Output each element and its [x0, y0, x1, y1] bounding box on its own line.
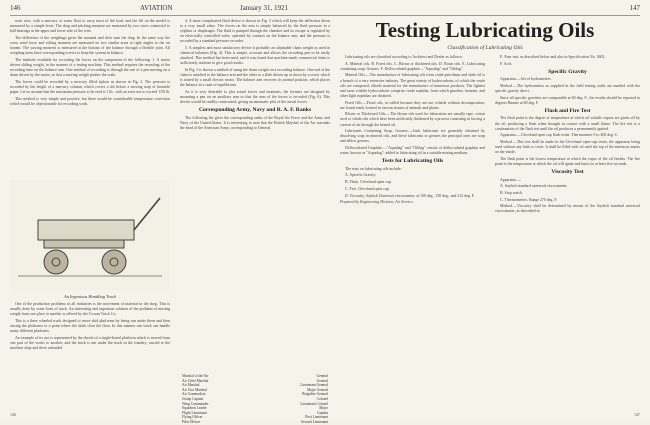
paragraph: The forces could be recorded by a mercury filled siphon as shown in Fig. 2. The pressure is recorded by the height of a mercury column, which covers a slit before a moving strip of bromide paper. Let us assume that the maximum pressure to be read is 1 lb., with an error not to exceed 1/50 lb. [10, 79, 170, 94]
equivalent-rank-cell: Colonel [316, 396, 328, 401]
paragraph: Mineral Oils.—The manufacture of lubricating oils from crude petroleum and shale oil is a branch of a very extensive industry. The great variety of hydrocarbons, of which the crude oils are composed, affords material for the manufacture of numerous products. The lightest and most volatile hydrocarbons comprise crude naphtha, from which gasoline, benzine, and other light naphthas are obtained. [340, 73, 485, 98]
journal-name: AVIATION [140, 4, 173, 12]
paragraph: The methods available for recording the forces on the component of the following: 1. A motor driven sliding weight, in the manner of a testing machine. This method requires the recording of the recording time on the balance arm. One method of recording is through the use of a pen moving on a drum driven by the motor, so that a moving weight pushes the scale. [10, 57, 170, 78]
paragraph: Apparatus.— [500, 177, 521, 182]
raf-rank-cell: Air Vice Marshal [182, 387, 207, 392]
equivalent-rank-cell: First Lieutenant [305, 415, 328, 420]
section-heading: Flash and Fire Test [544, 107, 591, 114]
paragraph: Lubricants Containing Soap. Greases.—Such lubricants are generally obtained by dissolving soap in mineral oils, and these lubricants or greases the principal ones are soap and tallow greases. [340, 129, 485, 144]
paragraph: The tests on lubricating oils include: [345, 166, 402, 171]
list-item: C. Thermometers. Range 270 deg. F. [500, 197, 558, 202]
paragraph: 5. A simplest and most satisfactory device is probably an adjustable chain weight as used in chemical balances (Fig. 4). This is simple, accurate and allows the recording pen to be easily attached. This method has been used, and it was found that machine-made commercial chain is sufficiently uniform to give good results. [180, 46, 330, 66]
list-item: B. Stop watch. [500, 190, 523, 195]
table-row [180, 420, 330, 425]
raf-rank-cell: Air Chief Marshal [182, 378, 209, 383]
issue-date: January 31, 1921 [240, 4, 289, 12]
article-title: Testing Lubricating Oils [375, 18, 595, 42]
paragraph: A. Mineral oils. B. Fixed oils. C. Blown or thickened oils. D. Rosin oils. E. Lubricating containing soap. Greases. F. Deflocculated graphite—"Aquadag" and "Oildag". [340, 61, 485, 71]
paragraph: E. Pour test, as described below and also in Specification No. 3602. [500, 55, 606, 59]
paragraph: The difference of the weighings gives the moment and their sum the drag. In the same way the cross wind force and rolling moment are measured on two similar arms at right angles to the air stream. The yawing moment is measured at the bottom of the balance through a flexible joint. All weighing arms have corresponding screws to keep the system in balance. [10, 35, 170, 56]
paragraph: Lubricating oils are classified according to Architect and Dealer as follows: [345, 55, 463, 59]
footnote: Prepared by Engineering Division, Air Service. [340, 200, 414, 205]
paragraph: The following list gives the corresponding ranks of the Royal Air Force and the Army and Navy of the United States. It is interesting to note that the British Marshal of the Air outranks the head of the American Army, corresponding to General. [180, 115, 330, 130]
page-number-right: 147 [629, 4, 640, 12]
paragraph: Method.—This test shall be made in the Cleveland open-cup tester, the apparatus being used without any bath or cover. It shall be filled with oil until the top of the meniscus marks on the inside. [495, 140, 640, 155]
ranks-table [180, 374, 330, 425]
equivalent-rank-cell: Brigadier General [302, 392, 328, 397]
raf-rank-cell: Flight Lieutenant [182, 410, 207, 415]
equivalent-rank-cell: General [316, 378, 328, 383]
raf-rank-cell: Air Commodore [182, 392, 206, 397]
paragraph: F. Acid. [500, 61, 513, 66]
equivalent-rank-cell: Major General [306, 387, 328, 392]
left-column [10, 19, 170, 179]
list-item: D. Viscosity, Saybolt Universal viscosimeter, at 100 deg., 150 deg., and 212 deg. F. [345, 193, 475, 198]
paragraph: Apparatus.—Cleveland open cup flash tester. Thermometer 0 to 400 deg. C. [500, 133, 619, 138]
paragraph: One of the production problems in all industries is the movement of material in the shop. This is usually done by some form of truck. An interesting and ingenious solution of the problem of moving weight from one place to another is offered by the Cowan Truck Co. [10, 302, 170, 317]
paragraph: Blown or Thickened Oils.—The blown oils used for lubrication are usually rape, cotton seed or whale oils which have been artificially thickened by a process consisting in forcing a current of air through the heated oil. [340, 112, 485, 127]
raf-rank-cell: Wing Commander [182, 401, 209, 406]
paragraph: The flash point is the lowest temperature at which the vapor of the oil flashes. The fire point is the temperature at which the oil will ignite and burn for at least five seconds. [495, 156, 640, 166]
section-heading: Corresponding Army, Navy and R. A. F. Ranks [198, 107, 312, 114]
equivalent-rank-cell: Major [319, 406, 328, 411]
paragraph: Method.—Viscosity shall be determined by means of the Saybolt standard universal viscosimeter, as described in [495, 204, 640, 214]
running-header-right [340, 4, 640, 16]
section-heading: Tests for Lubricating Oils [381, 158, 444, 165]
paragraph: Since all specific gravities are comparable at 60 deg. F., the results should be reported in degrees Baume at 60 deg. F. [495, 95, 640, 105]
article-subtitle: Classification of Lubricating Oils [447, 45, 523, 51]
footer-right: 147 [634, 412, 640, 417]
paragraph: Apparatus.—Set of hydrometers. [500, 77, 552, 82]
section-heading: Viscosity Test [551, 169, 584, 176]
paragraph: nose wire, with a mercury or water float to carry most of the load, and the lift on the model is measured by a simple lever. The drag and pitching moment are measured by two wires connected to ball bearings at the upper and lower side of the wire. [10, 19, 170, 34]
paragraph: The flash point is the degree of temperature at which oil volatile vapors are given off by the oil, producing a flash when brought in contact with a small flame. The fire test is a continuation of the flash test until the oil produces a permanently ignited. [495, 116, 640, 131]
right-page-right-column [495, 55, 640, 410]
raf-rank-cell: Group Captain [182, 396, 204, 401]
figure-caption: An Ingenious Handling Truck [63, 294, 117, 299]
paragraph: Method.—The hydrometers as supplied in the field testing outfit are marked with the specific gravity direct. [495, 83, 640, 94]
paragraph: Fixed Oils.—Fixed oils, so-called because they are not volatile without decomposition, are found ready formed in various tissues of animals and plants. [340, 100, 485, 110]
equivalent-rank-cell: Lieutenant General [300, 383, 328, 388]
list-item: A. Specific Gravity. [345, 173, 377, 178]
list-item: B. Flash, Cleveland open cup. [345, 180, 392, 185]
middle-column [180, 19, 330, 369]
paragraph: In Fig. 5 is shown a method of using the chain weight on a recording balance. One end of the chain is attached to the balance arm and the other to a slide driven up or down by a screw which is turned by a small electric motor. The balance arm recovers its normal position, which places the balance in a state of equilibrium. [180, 68, 330, 88]
raf-rank-cell: Air Marshal [182, 383, 200, 388]
page-number-left: 146 [10, 4, 21, 12]
equivalent-rank-cell: Captain [316, 410, 328, 415]
raf-rank-cell: Marshal of the Air [182, 374, 209, 378]
paragraph: Deflocculated Graphite.—"Aquadag" and "Oildag" consist of deflocculated graphite and water, known as "Aquadag"; added to lubricating oil in a suitable mixing medium. [340, 146, 485, 156]
raf-rank-cell: Pilot Officer [182, 419, 200, 424]
equivalent-rank-cell: Second Lieutenant [301, 419, 328, 424]
right-page-left-column [340, 55, 485, 410]
handling-truck-figure [10, 180, 170, 290]
equivalent-rank-cell: General [316, 374, 328, 378]
left-column-continued [10, 302, 170, 410]
paragraph: As it is very desirable to plot actual forces and moments, the formers are designed by mounting a pen on an auxiliary arm so that the sum of the forces is recorded (Fig. 6). This device would be readily constructed, giving an automatic plot of the actual forces. [180, 90, 330, 105]
equivalent-rank-cell: Lieutenant Colonel [300, 401, 328, 406]
paragraph: This method is very simple and positive, but there would be considerable temperature correction which would be objectionable for recording work. [10, 96, 170, 106]
footer-left: 146 [10, 412, 16, 417]
list-item: C. Fire, Cleveland open cup. [345, 186, 390, 191]
paragraph: This is a three wheeled truck designed to move skid platforms by being run under these and then raising the platforms to a point where the skids clear the floor. In this manner one truck can handle many different platforms. [10, 318, 170, 334]
paragraph: An example of its use is represented by the sketch of a single-barrel platform which is moved from one part of the works to another, and the truck is run under the truck in the foundry, carried to the machine shop and there unloaded. [10, 335, 170, 350]
raf-rank-cell: Flying Officer [182, 415, 203, 420]
paragraph: 4. A more complicated fluid device is shown in Fig. 3 which will keep the deflection down to a very small value. The forces on the arm is simply balanced by the fluid pressure in a sylphon or diaphragm. The fluid is pumped through the chamber and its escape is regulated by an electrically controlled valve, operated by contacts on the balance arm, and the pressure is recorded by a standard pressure recorder. [180, 19, 330, 44]
list-item: A. Saybolt standard universal viscosimeter. [500, 184, 568, 189]
section-heading: Specific Gravity [548, 68, 587, 75]
raf-rank-cell: Squadron Leader [182, 406, 207, 411]
